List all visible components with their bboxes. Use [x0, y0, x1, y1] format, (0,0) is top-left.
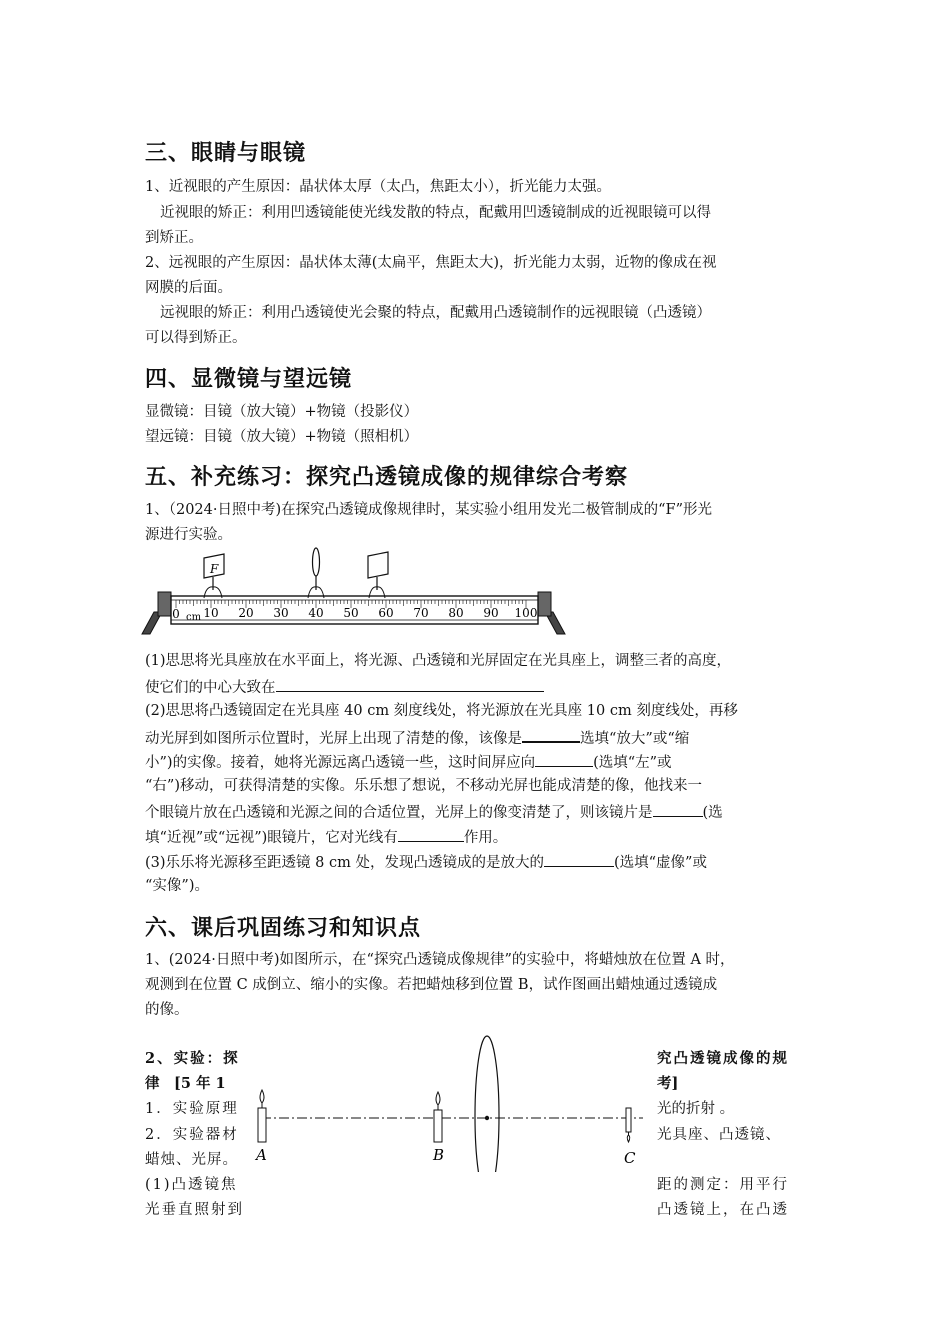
sec3-line-2: 近视眼的矫正：利用凹透镜能使光线发散的特点，配戴用凹透镜制成的近视眼镜可以得: [160, 205, 711, 221]
microscope-line: 显微镜：目镜（放大镜）+物镜（投影仪）: [145, 404, 419, 420]
sec3-line-4: 2、远视眼的产生原因：晶状体太薄(太扁平，焦距太大)，折光能力太弱，近物的像成在视: [145, 255, 717, 271]
right-end-block: [538, 592, 551, 616]
svg-text:F: F: [210, 562, 219, 576]
part-3-text-a2: (选填“虚像”或: [613, 855, 707, 871]
part-2-line-a: (2)思思将凸透镜固定在光具座 40 cm 刻度线处，将光源放在光具座 10 cm 刻度线处，再移: [145, 703, 738, 719]
sec3-line-6: 远视眼的矫正：利用凸透镜使光会聚的特点，配戴用凸透镜制作的远视眼镜（凸透镜）: [160, 305, 711, 321]
part-2-text-c2: (选填“左”或: [593, 755, 672, 771]
left-fragment-2: 律 [5 年 1: [145, 1075, 226, 1092]
part-2-text-e2: (选: [702, 805, 723, 821]
part-2-text-e1: 个眼镜片放在凸透镜和光源之间的合适位置，光屏上的像变清楚了，则该镜片是: [145, 805, 653, 821]
sec3-line-5: 网膜的后面。: [145, 280, 232, 296]
answer-blank-1[interactable]: [276, 677, 544, 692]
candle-lens-diagram: [245, 1032, 645, 1172]
scale-label-100: 100: [514, 606, 538, 620]
sec5-question-line-1: 1、（2024·日照中考)在探究凸透镜成像规律时，某实验小组用发光二极管制成的“F”形光: [145, 502, 713, 518]
right-fragment-1: 究凸透镜成像的规: [657, 1050, 789, 1067]
f-light-source: [204, 554, 224, 598]
answer-blank-4[interactable]: [653, 802, 703, 817]
optical-bench-figure: [140, 546, 575, 638]
sec5-question-line-2: 源进行实验。: [145, 527, 232, 543]
part-2-line-f: [145, 827, 507, 847]
part-2-line-b: [145, 727, 689, 748]
left-fragment-7: 光垂直照射到: [145, 1202, 244, 1218]
scale-label-70: 70: [413, 606, 429, 620]
scale-label-60: 60: [378, 606, 394, 620]
sec3-line-1: 1、近视眼的产生原因：晶状体太厚（太凸，焦距太小），折光能力太强。: [145, 179, 611, 195]
section-5-heading: 五、补充练习：探究凸透镜成像的规律综合考察: [145, 465, 629, 490]
answer-blank-5[interactable]: [398, 827, 464, 842]
label-a: A: [256, 1146, 267, 1164]
label-c: C: [624, 1149, 636, 1167]
sec6-question-line-2: 观测到在位置 C 成倒立、缩小的实像。若把蜡烛移到位置 B，试作图画出蜡烛通过透镜成: [145, 977, 718, 993]
scale-label-0: 0: [172, 607, 180, 621]
left-end-block: [158, 592, 171, 616]
light-screen: [368, 552, 388, 598]
answer-blank-6[interactable]: [544, 852, 614, 867]
part-2-line-e: [145, 802, 723, 822]
scale-label-20: 20: [238, 606, 254, 620]
scale-label-30: 30: [273, 606, 289, 620]
part-2-text-f2: 作用。: [463, 830, 508, 846]
sec3-line-7: 可以得到矫正。: [145, 330, 247, 346]
part-2-text-b1: 动光屏到如图所示位置时，光屏上出现了清楚的像，该像是: [145, 731, 522, 747]
part-2-text-c1: 小”)的实像。接着，她将光源远离凸透镜一些，这时间屏应向: [145, 755, 536, 771]
sec6-question-line-1: 1、(2024·日照中考)如图所示，在“探究凸透镜成像规律”的实验中，将蜡烛放在位置 A 时，: [145, 952, 735, 968]
inverted-image-c: [624, 1108, 636, 1167]
left-fragment-1: 2、实验：探: [145, 1050, 240, 1067]
part-3-text-a1: (3)乐乐将光源移至距透镜 8 cm 处，发现凸透镜成的是放大的: [145, 855, 544, 871]
scale-unit: cm: [186, 612, 202, 623]
scale-label-90: 90: [483, 606, 499, 620]
scale-label-80: 80: [448, 606, 464, 620]
scale-label-50: 50: [343, 606, 359, 620]
part-1-line-a: (1)思思将光具座放在水平面上，将光源、凸透镜和光屏固定在光具座上，调整三者的高度，: [145, 653, 732, 669]
scale-label-10: 10: [203, 606, 219, 620]
left-fragment-4: 2．实验器材: [145, 1127, 239, 1143]
candle-a: [254, 1090, 267, 1164]
right-fragment-4: 光具座、凸透镜、: [657, 1127, 781, 1143]
candle-b: [432, 1092, 444, 1164]
right-fragment-3: 光的折射 。: [657, 1101, 735, 1117]
left-fragment-5: 蜡烛、光屏。: [145, 1152, 238, 1168]
answer-blank-2[interactable]: [522, 727, 580, 743]
part-3-line-b: “实像”)。: [145, 878, 209, 894]
left-fragment-6: (1)凸透镜焦: [145, 1177, 238, 1193]
left-fragment-3: 1．实验原理: [145, 1101, 239, 1117]
convex-lens-holder: [308, 548, 324, 598]
sec6-question-line-3: 的像。: [145, 1002, 189, 1018]
part-2-line-c: [145, 752, 672, 772]
optical-center: [485, 1116, 489, 1120]
part-3-line-a: [145, 852, 707, 872]
part-2-text-f1: 填“近视”或“远视”)眼镜片，它对光线有: [145, 830, 398, 846]
scale-label-40: 40: [308, 606, 324, 620]
section-6-heading: 六、课后巩固练习和知识点: [145, 916, 422, 941]
part-2-text-b2: 选填“放大”或“缩: [580, 731, 690, 747]
answer-blank-3[interactable]: [535, 752, 593, 767]
telescope-line: 望远镜：目镜（放大镜）+物镜（照相机）: [145, 429, 419, 445]
label-b: B: [433, 1146, 445, 1164]
convex-lens: [475, 1036, 499, 1172]
right-fragment-6: 距的测定：用平行: [657, 1177, 789, 1193]
sec3-line-3: 到矫正。: [145, 230, 203, 246]
part-2-line-d: “右”)移动，可获得清楚的实像。乐乐想了想说，不移动光屏也能成清楚的像，他找来一: [145, 778, 702, 794]
right-fragment-7: 凸透镜上，在凸透: [657, 1202, 789, 1218]
section-3-heading: 三、眼睛与眼镜: [145, 141, 307, 166]
part-1-line-b: [145, 677, 544, 697]
part-1-text: 使它们的中心大致在: [145, 680, 276, 696]
section-4-heading: 四、显微镜与望远镜: [145, 367, 353, 392]
right-fragment-2: 考]: [657, 1075, 679, 1092]
